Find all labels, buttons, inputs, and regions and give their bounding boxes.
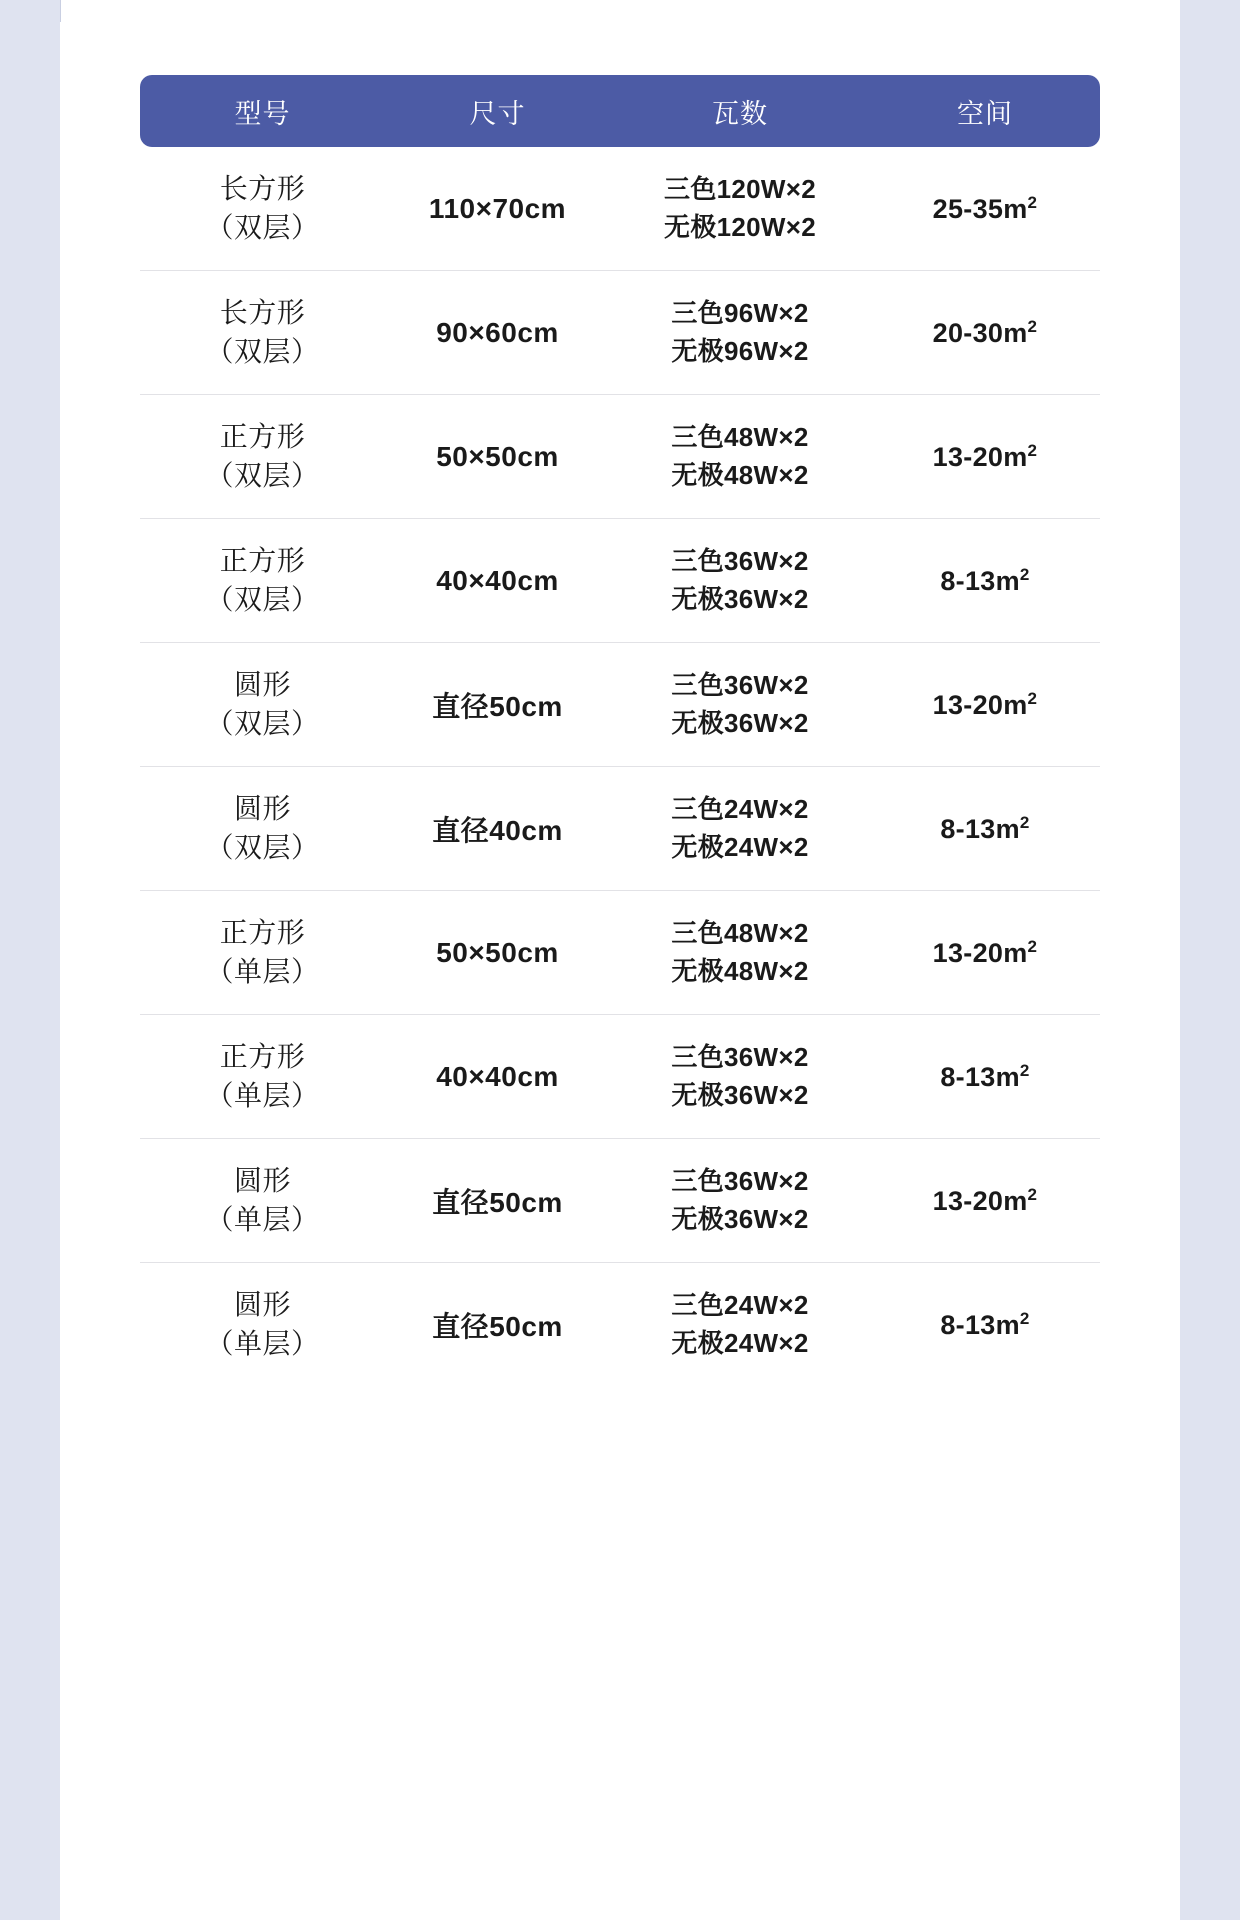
- cell-model: [140, 418, 385, 495]
- wattage-stepless: 无极120W×2: [664, 211, 816, 242]
- cell-model: [140, 666, 385, 743]
- table-header-row: [140, 75, 1100, 147]
- wattage-stepless: 无极48W×2: [671, 459, 809, 490]
- table-row: [140, 1015, 1100, 1139]
- cell-model: [140, 790, 385, 867]
- space-value: 13-20m: [932, 441, 1028, 472]
- wattage-stepless: 无极36W×2: [671, 1203, 809, 1234]
- cell-model: [140, 294, 385, 371]
- model-shape: 长方形: [219, 296, 306, 328]
- cell-model: [140, 1162, 385, 1239]
- space-value: 8-13m: [940, 565, 1020, 596]
- space-unit: 2: [1027, 688, 1038, 708]
- space-value: 13-20m: [932, 689, 1028, 720]
- cell-space: [870, 193, 1100, 225]
- model-shape: 正方形: [219, 420, 306, 452]
- cell-wattage: [610, 1039, 870, 1114]
- cell-space: [870, 1061, 1100, 1093]
- table-row: [140, 891, 1100, 1015]
- cell-size: 40×40cm: [436, 564, 559, 596]
- model-layer: （双层）: [205, 583, 320, 615]
- wattage-stepless: 无极36W×2: [671, 583, 809, 614]
- table-row: [140, 395, 1100, 519]
- wattage-stepless: 无极48W×2: [671, 955, 809, 986]
- column-header-wattage: 瓦数: [712, 98, 768, 129]
- cell-wattage: [610, 667, 870, 742]
- column-header-model: 型号: [234, 98, 291, 129]
- wattage-tricolor: 三色36W×2: [671, 1041, 809, 1072]
- wattage-tricolor: 三色96W×2: [671, 297, 809, 328]
- cell-size: 直径50cm: [432, 690, 563, 722]
- model-shape: 圆形: [233, 1288, 291, 1320]
- cell-wattage: [610, 1163, 870, 1238]
- model-shape: 圆形: [233, 1164, 291, 1196]
- space-unit: 2: [1027, 1184, 1038, 1204]
- wattage-tricolor: 三色48W×2: [671, 917, 809, 948]
- cell-wattage: [610, 915, 870, 990]
- wattage-tricolor: 三色24W×2: [671, 793, 809, 824]
- document-sheet: [60, 0, 1180, 1920]
- space-unit: 2: [1027, 192, 1038, 212]
- cell-space: [870, 565, 1100, 597]
- wattage-stepless: 无极24W×2: [671, 831, 809, 862]
- table-row: [140, 271, 1100, 395]
- cell-model: [140, 1038, 385, 1115]
- space-value: 20-30m: [932, 317, 1028, 348]
- cell-size: 50×50cm: [436, 936, 559, 968]
- cell-size: 90×60cm: [436, 316, 559, 348]
- space-value: 13-20m: [932, 937, 1028, 968]
- model-layer: （单层）: [205, 955, 320, 987]
- model-shape: 正方形: [219, 1040, 306, 1072]
- spec-table: [140, 75, 1100, 1386]
- cell-model: [140, 542, 385, 619]
- cell-wattage: [610, 543, 870, 618]
- cell-model: [140, 914, 385, 991]
- space-unit: 2: [1019, 1060, 1030, 1080]
- model-shape: 正方形: [219, 916, 306, 948]
- model-shape: 正方形: [219, 544, 306, 576]
- table-row: [140, 519, 1100, 643]
- table-row: [140, 1263, 1100, 1386]
- wattage-tricolor: 三色48W×2: [671, 421, 809, 452]
- top-divider: [60, 0, 61, 22]
- model-shape: 圆形: [233, 668, 291, 700]
- wattage-stepless: 无极96W×2: [671, 335, 809, 366]
- space-unit: 2: [1019, 1308, 1030, 1328]
- wattage-stepless: 无极36W×2: [671, 707, 809, 738]
- cell-model: [140, 170, 385, 247]
- cell-size: 直径50cm: [432, 1310, 563, 1342]
- cell-model: [140, 1286, 385, 1363]
- wattage-tricolor: 三色36W×2: [671, 545, 809, 576]
- cell-space: [870, 813, 1100, 845]
- cell-wattage: [610, 171, 870, 246]
- cell-space: [870, 441, 1100, 473]
- model-shape: 长方形: [219, 172, 306, 204]
- cell-space: [870, 689, 1100, 721]
- table-row: [140, 1139, 1100, 1263]
- table-row: [140, 643, 1100, 767]
- column-header-size: 尺寸: [469, 98, 526, 129]
- space-unit: 2: [1027, 440, 1038, 460]
- space-unit: 2: [1019, 564, 1030, 584]
- cell-size: 110×70cm: [428, 192, 567, 224]
- model-layer: （双层）: [205, 707, 320, 739]
- cell-size: 直径50cm: [432, 1186, 563, 1218]
- wattage-tricolor: 三色24W×2: [671, 1289, 809, 1320]
- model-shape: 圆形: [233, 792, 291, 824]
- cell-size: 直径40cm: [432, 814, 563, 846]
- space-unit: 2: [1027, 316, 1038, 336]
- cell-space: [870, 937, 1100, 969]
- space-unit: 2: [1019, 812, 1030, 832]
- table-row: [140, 767, 1100, 891]
- space-value: 8-13m: [940, 813, 1020, 844]
- model-layer: （单层）: [205, 1079, 320, 1111]
- cell-size: 50×50cm: [436, 440, 559, 472]
- cell-space: [870, 1309, 1100, 1341]
- cell-wattage: [610, 419, 870, 494]
- space-value: 13-20m: [932, 1185, 1028, 1216]
- wattage-tricolor: 三色36W×2: [671, 1165, 809, 1196]
- model-layer: （单层）: [205, 1203, 320, 1235]
- cell-wattage: [610, 791, 870, 866]
- cell-wattage: [610, 1287, 870, 1362]
- cell-space: [870, 317, 1100, 349]
- space-value: 8-13m: [940, 1309, 1020, 1340]
- cell-space: [870, 1185, 1100, 1217]
- cell-wattage: [610, 295, 870, 370]
- wattage-tricolor: 三色36W×2: [671, 669, 809, 700]
- table-row: [140, 147, 1100, 271]
- model-layer: （双层）: [205, 211, 320, 243]
- space-value: 8-13m: [940, 1061, 1020, 1092]
- model-layer: （双层）: [205, 459, 320, 491]
- column-header-space: 空间: [957, 98, 1013, 129]
- wattage-stepless: 无极36W×2: [671, 1079, 809, 1110]
- space-unit: 2: [1027, 936, 1038, 956]
- model-layer: （双层）: [205, 335, 320, 367]
- wattage-stepless: 无极24W×2: [671, 1327, 809, 1358]
- model-layer: （双层）: [205, 831, 320, 863]
- model-layer: （单层）: [205, 1327, 320, 1359]
- space-value: 25-35m: [932, 193, 1028, 224]
- wattage-tricolor: 三色120W×2: [664, 173, 816, 204]
- cell-size: 40×40cm: [436, 1060, 559, 1092]
